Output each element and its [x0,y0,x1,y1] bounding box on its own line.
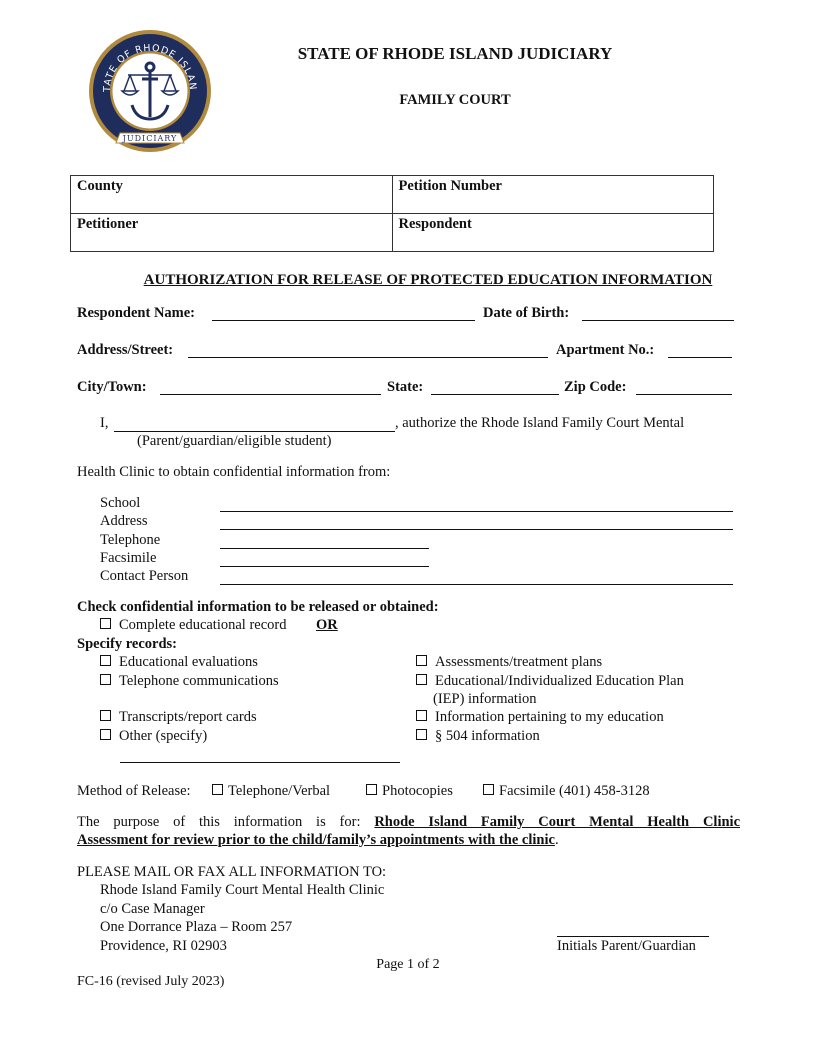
record-option-504[interactable] [416,728,540,745]
other-specify-field[interactable] [120,762,400,763]
initials-field[interactable] [557,936,709,937]
records-heading: Check confidential information to be released or obtained: [77,599,439,615]
authorization-prefix: I, [100,415,109,431]
apartment-field[interactable] [668,357,732,358]
purpose-line-2 [77,832,559,849]
option-label: Other (specify) [119,728,208,744]
telephone-label: Telephone [100,532,161,548]
address-label: Address/Street: [77,342,174,358]
respondent-name-label: Respondent Name: [77,305,196,321]
record-option-assessments[interactable] [416,654,602,671]
petition-number-cell[interactable]: Petition Number [392,176,714,214]
complete-record-label: Complete educational record [119,617,287,633]
address-field[interactable] [188,357,548,358]
contact-person-field[interactable] [220,584,733,585]
authorization-text: , authorize the Rhode Island Family Court Mental [395,415,685,431]
state-field[interactable] [431,394,559,395]
purpose-assessment: Assessment for review prior to the child/family’s appointments with the clinic [77,832,555,848]
option-label: Facsimile (401) 458-3128 [499,783,650,799]
guardian-caption: (Parent/guardian/eligible student) [137,433,332,449]
telephone-field[interactable] [220,548,429,549]
respondent-name-field[interactable] [212,320,475,321]
method-option-telephone[interactable] [212,783,330,800]
complete-record-option[interactable] [100,617,287,634]
purpose-line-1 [77,814,740,831]
respondent-cell[interactable]: Respondent [392,214,714,252]
or-label: OR [316,617,338,633]
method-label: Method of Release: [77,783,191,799]
school-address-label: Address [100,513,148,529]
seal-text-bottom: JUDICIARY [122,134,178,143]
purpose-prefix: The purpose of this information is for: [77,814,361,830]
zip-label: Zip Code: [564,379,627,395]
checkbox[interactable] [100,710,111,721]
city-field[interactable] [160,394,381,395]
mail-line: One Dorrance Plaza – Room 257 [100,919,293,935]
state-label: State: [387,379,424,395]
checkbox[interactable] [366,784,377,795]
mail-heading: PLEASE MAIL OR FAX ALL INFORMATION TO: [77,864,387,880]
checkbox[interactable] [212,784,223,795]
option-label: Educational/Individualized Education Plan [435,673,684,689]
form-title: AUTHORIZATION FOR RELEASE OF PROTECTED EDUCATION INFORMATION [143,272,713,288]
county-cell[interactable]: County [71,176,393,214]
school-field[interactable] [220,511,733,512]
checkbox[interactable] [416,655,427,666]
checkbox[interactable] [416,710,427,721]
record-option-educational-evaluations[interactable] [100,654,258,671]
option-label: Transcripts/report cards [119,709,257,725]
dob-field[interactable] [582,320,734,321]
method-option-photocopies[interactable] [366,783,453,800]
option-label: Assessments/treatment plans [435,654,603,670]
mail-line: Rhode Island Family Court Mental Health Clinic [100,882,385,898]
method-option-facsimile[interactable] [483,783,650,800]
zip-field[interactable] [636,394,732,395]
complete-record-checkbox[interactable] [100,618,111,629]
facsimile-field[interactable] [220,566,429,567]
record-option-iep[interactable] [416,673,684,690]
specify-records-heading: Specify records: [77,636,177,652]
purpose-end: . [554,832,559,848]
city-label: City/Town: [77,379,147,395]
option-label: Telephone/Verbal [228,783,331,799]
option-label: Telephone communications [119,673,279,689]
contact-person-label: Contact Person [100,568,189,584]
school-label: School [100,495,141,511]
record-option-telephone-communications[interactable] [100,673,279,690]
page-number: Page 1 of 2 [376,957,440,972]
page-subtitle: FAMILY COURT [399,92,511,108]
page-title: STATE OF RHODE ISLAND JUDICIARY [297,44,613,63]
form-id: FC-16 (revised July 2023) [77,974,225,989]
school-address-field[interactable] [220,529,733,530]
option-label: Photocopies [382,783,453,799]
checkbox[interactable] [416,674,427,685]
mail-line: Providence, RI 02903 [100,938,227,954]
petitioner-cell[interactable]: Petitioner [71,214,393,252]
checkbox[interactable] [100,655,111,666]
record-option-my-education[interactable] [416,709,664,726]
option-label: § 504 information [435,728,540,744]
purpose-clinic: Rhode Island Family Court Mental Health Clinic [374,814,741,830]
checkbox[interactable] [100,674,111,685]
facsimile-label: Facsimile [100,550,157,566]
case-info-table [70,175,714,252]
checkbox[interactable] [483,784,494,795]
checkbox[interactable] [416,729,427,740]
record-option-transcripts[interactable] [100,709,257,726]
guardian-name-field[interactable] [114,431,395,432]
iep-continuation: (IEP) information [433,691,537,707]
dob-label: Date of Birth: [483,305,570,321]
seal-text-top: TATE OF RHODE ISLAN [101,42,199,93]
record-option-other[interactable] [100,728,207,745]
option-label: Information pertaining to my education [435,709,664,725]
initials-label: Initials Parent/Guardian [557,938,696,954]
judiciary-seal [88,29,212,153]
checkbox[interactable] [100,729,111,740]
apartment-label: Apartment No.: [556,342,655,358]
mail-line: c/o Case Manager [100,901,205,917]
authorization-continuation: Health Clinic to obtain confidential information from: [77,464,391,480]
option-label: Educational evaluations [119,654,258,670]
